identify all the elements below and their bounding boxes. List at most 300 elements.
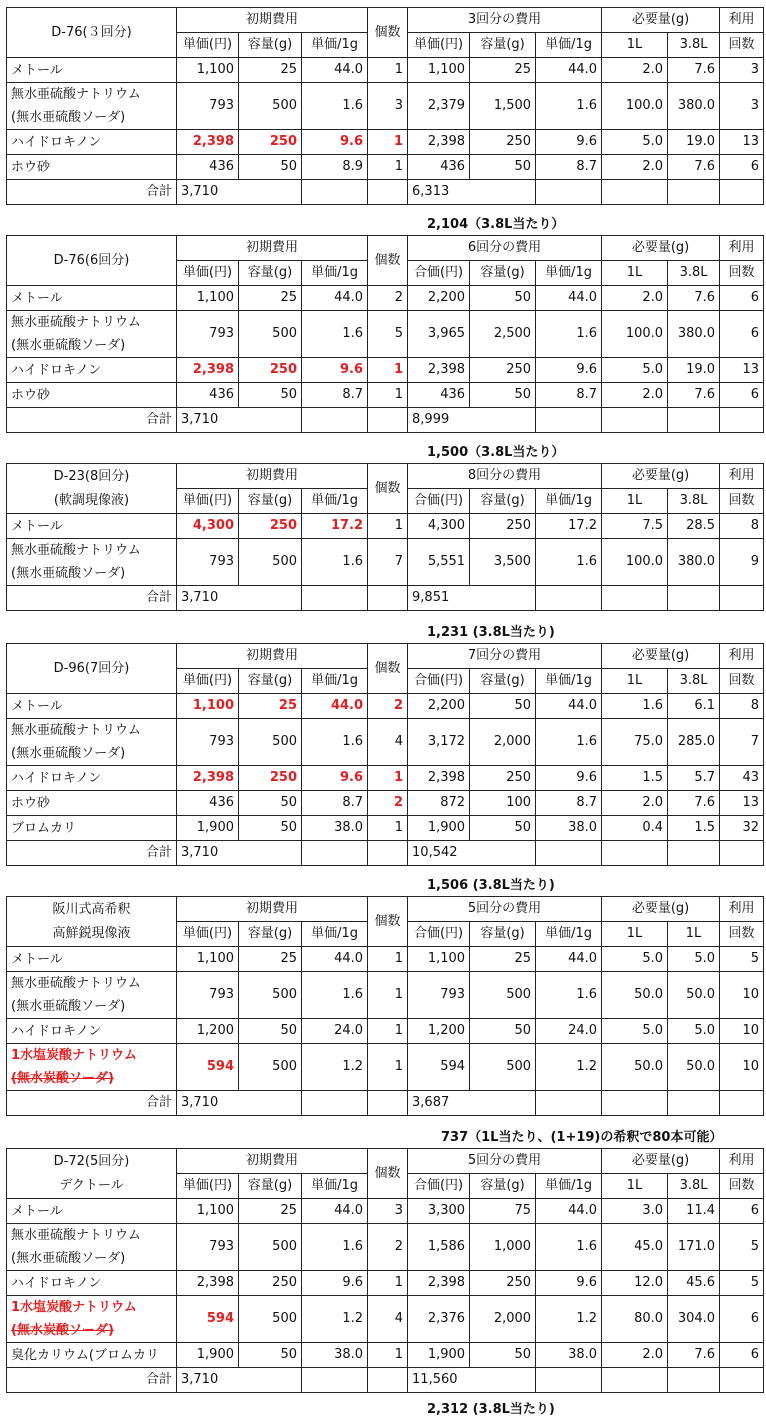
unit-price-cell: 436: [177, 791, 239, 816]
total-batch-cost: 9,851: [408, 586, 470, 611]
table-row: [7, 1019, 764, 1044]
empty-cell: [368, 1368, 408, 1393]
capacity-header: 容量(g): [239, 489, 302, 514]
chemical-name-cell: [7, 1019, 177, 1044]
count-cell: 1: [368, 155, 408, 180]
per-gram-header: 単価/1g: [302, 489, 368, 514]
developer-table: [6, 463, 764, 611]
count-header: 個数: [368, 1149, 408, 1199]
per-volume-cost-summary: 2,312 (3.8L当たり): [427, 1402, 555, 1417]
required-b-cell: 7.6: [668, 286, 720, 311]
unit-price-cell: 2,398: [177, 358, 239, 383]
empty-cell: [302, 408, 368, 433]
chemical-name: ハイドロキノン: [11, 1023, 102, 1039]
total-batch-cost: 11,560: [408, 1368, 470, 1393]
empty-cell: [302, 180, 368, 205]
required-b-cell: 380.0: [668, 311, 720, 358]
unit-price-cell: 594: [177, 1044, 239, 1091]
required-a-cell: 2.0: [602, 1343, 668, 1368]
times-header: 回数: [720, 489, 764, 514]
unit-price-cell: 1,900: [177, 816, 239, 841]
capacity-cell: 250: [239, 358, 302, 383]
batch-capacity-cell: 75: [470, 1199, 536, 1224]
capacity-cell: 500: [239, 972, 302, 1019]
usage-times-cell: 6: [720, 286, 764, 311]
batch-capacity-cell: 2,000: [470, 719, 536, 766]
usage-header: 利用: [720, 897, 764, 922]
required-amount-header: 必要量(g): [602, 1149, 720, 1174]
batch-per-gram-cell: 1.2: [536, 1044, 602, 1091]
batch-price-cell: 1,900: [408, 816, 470, 841]
capacity-cell: 50: [239, 816, 302, 841]
usage-times-cell: 6: [720, 155, 764, 180]
per-volume-cost-summary: 1,231 (3.8L当たり): [427, 625, 555, 640]
batch-per-gram-cell: 9.6: [536, 1271, 602, 1296]
batch-price-cell: 2,398: [408, 766, 470, 791]
developer-table-block: [6, 7, 760, 205]
required-a-cell: 2.0: [602, 791, 668, 816]
usage-times-cell: 10: [720, 1019, 764, 1044]
batch-capacity-cell: 50: [470, 694, 536, 719]
required-a-cell: 2.0: [602, 383, 668, 408]
chemical-name: ハイドロキノン: [11, 1275, 102, 1291]
batch-per-gram-cell: 24.0: [536, 1019, 602, 1044]
batch-capacity-cell: 25: [470, 947, 536, 972]
batch-price-cell: 436: [408, 155, 470, 180]
batch-capacity-cell: 1,000: [470, 1224, 536, 1271]
batch-price-cell: 1,100: [408, 947, 470, 972]
count-cell: 1: [368, 947, 408, 972]
chemical-name-cell: [7, 766, 177, 791]
required-b-cell: 5.7: [668, 766, 720, 791]
batch-per-gram-cell: 9.6: [536, 358, 602, 383]
chemical-name-cell: [7, 1343, 177, 1368]
per-gram-price-cell: 8.7: [302, 383, 368, 408]
batch-cost-header: 8回分の費用: [408, 464, 602, 489]
required-b-cell: 7.6: [668, 155, 720, 180]
count-cell: 1: [368, 766, 408, 791]
total-initial-cost: 3,710: [177, 408, 239, 433]
chemical-name: メトール: [11, 1203, 63, 1219]
required-a-cell: 5.0: [602, 947, 668, 972]
per-gram-price-cell: 24.0: [302, 1019, 368, 1044]
required-amount-header: 必要量(g): [602, 464, 720, 489]
capacity-cell: 250: [239, 766, 302, 791]
per-gram-price-cell: 44.0: [302, 1199, 368, 1224]
total-label: 合計: [7, 1368, 177, 1393]
batch-per-gram-cell: 1.2: [536, 1296, 602, 1343]
empty-cell: [536, 586, 602, 611]
count-cell: 4: [368, 1296, 408, 1343]
count-cell: 1: [368, 130, 408, 155]
chemical-name-cell: [7, 539, 177, 586]
count-header: 個数: [368, 644, 408, 694]
batch-price-header: 合価(円): [408, 261, 470, 286]
empty-cell: [470, 1091, 536, 1116]
table-row: [7, 514, 764, 539]
required-col-b-header: 3.8L: [668, 1174, 720, 1199]
required-b-cell: 6.1: [668, 694, 720, 719]
formula-title: (軟調現像液): [53, 492, 130, 508]
batch-cost-header: 7回分の費用: [408, 644, 602, 669]
chemical-name: ハイドロキノン: [11, 770, 102, 786]
required-b-cell: 19.0: [668, 130, 720, 155]
count-header: 個数: [368, 8, 408, 58]
formula-title: D-96(7回分): [53, 660, 130, 676]
formula-title-cell: [7, 8, 177, 58]
per-gram-price-cell: 1.6: [302, 972, 368, 1019]
batch-price-cell: 2,379: [408, 83, 470, 130]
capacity-cell: 500: [239, 1224, 302, 1271]
capacity-cell: 25: [239, 694, 302, 719]
table-row: [7, 155, 764, 180]
table-row: [7, 130, 764, 155]
batch-cost-header: 5回分の費用: [408, 1149, 602, 1174]
required-b-cell: 7.6: [668, 383, 720, 408]
usage-times-cell: 13: [720, 358, 764, 383]
batch-capacity-cell: 500: [470, 1044, 536, 1091]
required-b-cell: 7.6: [668, 1343, 720, 1368]
batch-price-cell: 2,376: [408, 1296, 470, 1343]
empty-cell: [602, 586, 668, 611]
chemical-name-cell: [7, 1296, 177, 1343]
required-b-cell: 380.0: [668, 83, 720, 130]
usage-header: 利用: [720, 8, 764, 33]
chemical-name-cell: [7, 719, 177, 766]
chemical-name: ホウ砂: [11, 387, 51, 403]
batch-price-cell: 3,172: [408, 719, 470, 766]
empty-cell: [536, 841, 602, 866]
empty-cell: [470, 586, 536, 611]
empty-cell: [368, 408, 408, 433]
usage-header: 利用: [720, 236, 764, 261]
usage-times-cell: 6: [720, 1199, 764, 1224]
unit-price-cell: 1,100: [177, 694, 239, 719]
per-gram-price-cell: 1.6: [302, 719, 368, 766]
batch-per-gram-cell: 8.7: [536, 155, 602, 180]
developer-table-block: [6, 1148, 760, 1393]
required-b-cell: 7.6: [668, 58, 720, 83]
usage-times-cell: 10: [720, 972, 764, 1019]
count-cell: 1: [368, 383, 408, 408]
batch-per-gram-cell: 9.6: [536, 766, 602, 791]
chemical-name-cell: [7, 972, 177, 1019]
chemical-name: メトール: [11, 698, 63, 714]
required-b-cell: 45.6: [668, 1271, 720, 1296]
chemical-name: ホウ砂: [11, 795, 51, 811]
chemical-name: (無水亜硫酸ソーダ): [11, 1251, 126, 1266]
batch-capacity-cell: 50: [470, 286, 536, 311]
batch-capacity-header: 容量(g): [470, 489, 536, 514]
empty-cell: [368, 180, 408, 205]
table-row: [7, 1199, 764, 1224]
capacity-cell: 500: [239, 1044, 302, 1091]
required-col-b-header: 3.8L: [668, 669, 720, 694]
table-row: [7, 311, 764, 358]
chemical-name-cell: [7, 383, 177, 408]
formula-title-cell: [7, 464, 177, 514]
batch-capacity-cell: 250: [470, 766, 536, 791]
required-a-cell: 2.0: [602, 155, 668, 180]
unit-price-header: 単価(円): [177, 669, 239, 694]
per-gram-price-cell: 44.0: [302, 947, 368, 972]
batch-per-gram-cell: 8.7: [536, 791, 602, 816]
unit-price-cell: 4,300: [177, 514, 239, 539]
empty-cell: [602, 1091, 668, 1116]
empty-cell: [470, 1368, 536, 1393]
developer-table: [6, 643, 764, 866]
formula-title: 高鮮鋭現像液: [52, 925, 131, 941]
per-volume-cost-summary: 1,506 (3.8L当たり): [427, 878, 555, 893]
count-cell: 1: [368, 58, 408, 83]
batch-per-gram-cell: 1.6: [536, 83, 602, 130]
empty-cell: [602, 1368, 668, 1393]
usage-header: 利用: [720, 644, 764, 669]
batch-cost-header: 6回分の費用: [408, 236, 602, 261]
batch-cost-header: 3回分の費用: [408, 8, 602, 33]
unit-price-cell: 436: [177, 155, 239, 180]
empty-cell: [668, 841, 720, 866]
times-header: 回数: [720, 33, 764, 58]
per-gram-price-cell: 38.0: [302, 816, 368, 841]
table-row: [7, 83, 764, 130]
per-gram-price-cell: 44.0: [302, 694, 368, 719]
unit-price-header: 単価(円): [177, 489, 239, 514]
chemical-name: (無水亜硫酸ソーダ): [11, 999, 126, 1014]
batch-price-cell: 1,100: [408, 58, 470, 83]
formula-title-cell: [7, 644, 177, 694]
per-gram-price-cell: 17.2: [302, 514, 368, 539]
count-cell: 3: [368, 83, 408, 130]
chemical-name: ハイドロキノン: [11, 362, 102, 378]
batch-per-gram-header: 単価/1g: [536, 33, 602, 58]
required-col-b-header: 3.8L: [668, 33, 720, 58]
per-volume-cost-summary: 1,500（3.8L当たり）: [427, 445, 565, 460]
capacity-cell: 50: [239, 1019, 302, 1044]
total-row: [7, 408, 764, 433]
chemical-name-cell: [7, 358, 177, 383]
capacity-cell: 500: [239, 539, 302, 586]
per-gram-price-cell: 1.6: [302, 539, 368, 586]
batch-capacity-cell: 25: [470, 58, 536, 83]
total-row: [7, 180, 764, 205]
table-row: [7, 694, 764, 719]
empty-cell: [239, 1091, 302, 1116]
formula-title: D-76(6回分): [53, 252, 130, 268]
empty-cell: [602, 408, 668, 433]
chemical-name: (無水亜硫酸ソーダ): [11, 746, 126, 761]
chemical-name: (無水亜硫酸ソーダ): [11, 338, 126, 353]
batch-capacity-cell: 250: [470, 358, 536, 383]
initial-cost-header: 初期費用: [177, 897, 368, 922]
per-gram-price-cell: 1.2: [302, 1044, 368, 1091]
batch-per-gram-header: 単価/1g: [536, 261, 602, 286]
required-b-cell: 11.4: [668, 1199, 720, 1224]
required-amount-header: 必要量(g): [602, 8, 720, 33]
per-gram-price-cell: 9.6: [302, 130, 368, 155]
batch-per-gram-cell: 1.6: [536, 972, 602, 1019]
count-cell: 2: [368, 286, 408, 311]
capacity-cell: 50: [239, 383, 302, 408]
required-a-cell: 5.0: [602, 130, 668, 155]
empty-cell: [239, 841, 302, 866]
unit-price-cell: 1,100: [177, 1199, 239, 1224]
chemical-name: (無水亜硫酸ソーダ): [11, 110, 126, 125]
usage-times-cell: 8: [720, 694, 764, 719]
per-gram-price-cell: 9.6: [302, 766, 368, 791]
unit-price-cell: 793: [177, 972, 239, 1019]
unit-price-cell: 2,398: [177, 130, 239, 155]
empty-cell: [470, 408, 536, 433]
empty-cell: [602, 180, 668, 205]
batch-price-cell: 4,300: [408, 514, 470, 539]
times-header: 回数: [720, 261, 764, 286]
unit-price-cell: 1,100: [177, 58, 239, 83]
batch-price-cell: 5,551: [408, 539, 470, 586]
batch-price-cell: 2,398: [408, 130, 470, 155]
required-a-cell: 7.5: [602, 514, 668, 539]
formula-title-cell: [7, 897, 177, 947]
required-a-cell: 3.0: [602, 1199, 668, 1224]
total-row: [7, 841, 764, 866]
chemical-name: 1水塩炭酸ナトリウム: [11, 1048, 137, 1063]
chemical-name-cell: [7, 1271, 177, 1296]
chemical-name: 無水亜硫酸ナトリウム: [11, 976, 141, 991]
per-gram-header: 単価/1g: [302, 922, 368, 947]
required-b-cell: 285.0: [668, 719, 720, 766]
batch-capacity-header: 容量(g): [470, 922, 536, 947]
required-a-cell: 100.0: [602, 539, 668, 586]
table-row: [7, 947, 764, 972]
required-a-cell: 100.0: [602, 83, 668, 130]
capacity-header: 容量(g): [239, 922, 302, 947]
total-batch-cost: 3,687: [408, 1091, 470, 1116]
batch-per-gram-header: 単価/1g: [536, 922, 602, 947]
unit-price-cell: 793: [177, 311, 239, 358]
chemical-name: (無水炭酸ソーダ): [11, 1323, 114, 1338]
batch-capacity-cell: 50: [470, 383, 536, 408]
times-header: 回数: [720, 1174, 764, 1199]
total-label: 合計: [7, 408, 177, 433]
batch-price-cell: 3,965: [408, 311, 470, 358]
batch-capacity-cell: 50: [470, 155, 536, 180]
count-header: 個数: [368, 464, 408, 514]
per-gram-price-cell: 38.0: [302, 1343, 368, 1368]
chemical-name-cell: [7, 286, 177, 311]
required-col-a-header: 1L: [602, 669, 668, 694]
batch-capacity-cell: 3,500: [470, 539, 536, 586]
empty-cell: [602, 841, 668, 866]
initial-cost-header: 初期費用: [177, 644, 368, 669]
formula-title: D-76(３回分): [51, 24, 132, 40]
total-batch-cost: 6,313: [408, 180, 470, 205]
chemical-name-cell: [7, 947, 177, 972]
batch-price-cell: 436: [408, 383, 470, 408]
total-label: 合計: [7, 180, 177, 205]
batch-per-gram-cell: 17.2: [536, 514, 602, 539]
required-b-cell: 380.0: [668, 539, 720, 586]
required-a-cell: 5.0: [602, 1019, 668, 1044]
batch-price-cell: 793: [408, 972, 470, 1019]
chemical-name-cell: [7, 130, 177, 155]
required-a-cell: 2.0: [602, 286, 668, 311]
capacity-cell: 500: [239, 1296, 302, 1343]
count-cell: 1: [368, 1343, 408, 1368]
total-initial-cost: 3,710: [177, 586, 239, 611]
required-col-a-header: 1L: [602, 33, 668, 58]
developer-table: [6, 7, 764, 205]
unit-price-cell: 594: [177, 1296, 239, 1343]
batch-per-gram-cell: 8.7: [536, 383, 602, 408]
unit-price-cell: 1,100: [177, 286, 239, 311]
capacity-header: 容量(g): [239, 33, 302, 58]
usage-times-cell: 6: [720, 1296, 764, 1343]
unit-price-cell: 793: [177, 539, 239, 586]
batch-per-gram-cell: 44.0: [536, 1199, 602, 1224]
total-label: 合計: [7, 586, 177, 611]
per-gram-header: 単価/1g: [302, 669, 368, 694]
developer-table: [6, 235, 764, 433]
formula-title: D-72(5回分): [53, 1153, 130, 1169]
total-row: [7, 1091, 764, 1116]
empty-cell: [720, 180, 764, 205]
batch-capacity-header: 容量(g): [470, 1174, 536, 1199]
count-cell: 2: [368, 1224, 408, 1271]
empty-cell: [668, 586, 720, 611]
initial-cost-header: 初期費用: [177, 236, 368, 261]
required-col-b-header: 1L: [668, 922, 720, 947]
capacity-cell: 250: [239, 514, 302, 539]
empty-cell: [239, 180, 302, 205]
usage-times-cell: 7: [720, 719, 764, 766]
usage-times-cell: 8: [720, 514, 764, 539]
empty-cell: [302, 586, 368, 611]
batch-capacity-cell: 2,500: [470, 311, 536, 358]
table-row: [7, 383, 764, 408]
chemical-name: 無水亜硫酸ナトリウム: [11, 87, 141, 102]
total-batch-cost: 10,542: [408, 841, 470, 866]
required-a-cell: 1.5: [602, 766, 668, 791]
per-volume-cost-summary: 2,104（3.8L当たり）: [427, 217, 565, 232]
total-initial-cost: 3,710: [177, 180, 239, 205]
capacity-cell: 500: [239, 311, 302, 358]
usage-times-cell: 43: [720, 766, 764, 791]
table-row: [7, 1044, 764, 1091]
chemical-name: (無水炭酸ソーダ): [11, 1071, 114, 1086]
times-header: 回数: [720, 669, 764, 694]
capacity-header: 容量(g): [239, 1174, 302, 1199]
total-initial-cost: 3,710: [177, 841, 239, 866]
unit-price-header: 単価(円): [177, 1174, 239, 1199]
batch-capacity-header: 容量(g): [470, 33, 536, 58]
chemical-name-cell: [7, 514, 177, 539]
batch-per-gram-cell: 38.0: [536, 1343, 602, 1368]
table-row: [7, 816, 764, 841]
unit-price-cell: 2,398: [177, 1271, 239, 1296]
chemical-name: メトール: [11, 290, 63, 306]
per-gram-price-cell: 1.2: [302, 1296, 368, 1343]
required-b-cell: 5.0: [668, 1019, 720, 1044]
count-cell: 4: [368, 719, 408, 766]
required-col-a-header: 1L: [602, 261, 668, 286]
batch-capacity-cell: 500: [470, 972, 536, 1019]
required-b-cell: 304.0: [668, 1296, 720, 1343]
count-header: 個数: [368, 897, 408, 947]
batch-price-cell: 2,398: [408, 358, 470, 383]
chemical-name: メトール: [11, 518, 63, 534]
empty-cell: [720, 1368, 764, 1393]
chemical-name-cell: [7, 155, 177, 180]
